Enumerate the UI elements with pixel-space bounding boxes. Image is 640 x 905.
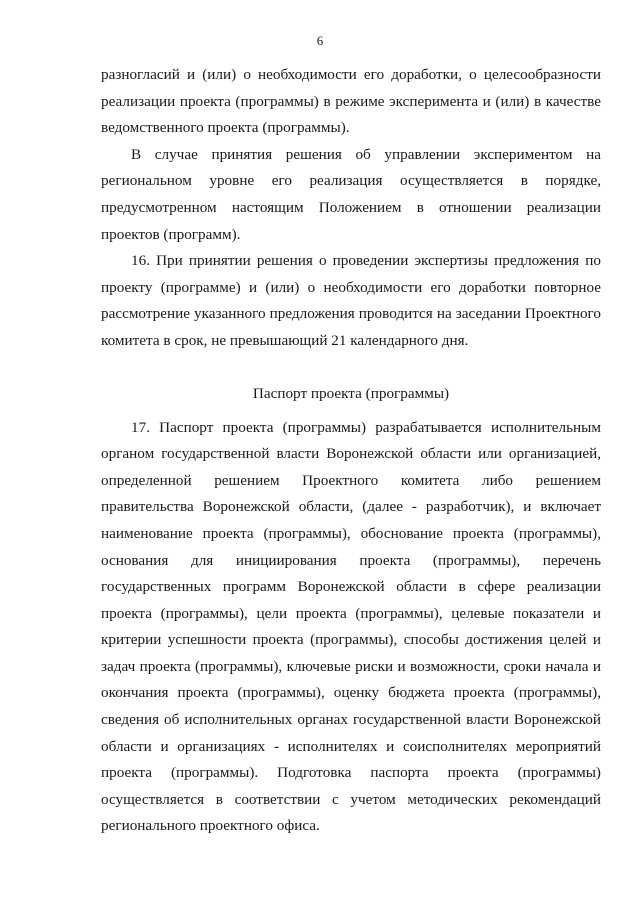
text-line: критерии успешности проекта (программы), способы достижения целей и — [101, 631, 601, 649]
text-line: правительства Воронежской области, (далее - разработчик), и включает — [101, 498, 601, 516]
document-body — [101, 62, 601, 840]
page-number: 6 — [316, 33, 324, 48]
text-line: проекту (программе) и (или) о необходимости его доработки повторное — [101, 278, 601, 296]
text-line: регионального проектного офиса. — [101, 817, 320, 835]
text-line: задач проекта (программы), ключевые риски и возможности, сроки начала и — [101, 657, 601, 675]
text-line: осуществляется в соответствии с учетом методических рекомендаций — [101, 790, 601, 808]
text-line: региональном уровне его реализация осуществляется в порядке, — [101, 172, 601, 190]
text-line: 16. При принятии решения о проведении экспертизы предложения по — [131, 252, 601, 270]
paragraph-17 — [101, 415, 601, 841]
text-line: области и организациях - исполнителях и соисполнителях мероприятий — [101, 737, 601, 755]
text-line: государственных программ Воронежской области в сфере реализации — [101, 578, 601, 596]
text-line: разногласий и (или) о необходимости его доработки, о целесообразности — [101, 66, 601, 83]
section-heading: Паспорт проекта (программы) — [252, 384, 450, 402]
text-line: окончания проекта (программы), оценку бюджета проекта (программы), — [101, 684, 601, 702]
text-line: наименование проекта (программы), обоснование проекта (программы), — [101, 524, 601, 542]
text-line: рассмотрение указанного предложения проводится на заседании Проектного — [101, 305, 601, 323]
text-line: сведения об исполнительных органах государственной власти Воронежской — [101, 711, 601, 729]
text-line: проекта (программы), цели проекта (программы), целевые показатели и — [101, 604, 601, 622]
text-line: основания для инициирования проекта (программы), перечень — [101, 551, 601, 569]
text-line: В случае принятия решения об управлении экспериментом на — [131, 145, 601, 163]
text-line: проектов (программ). — [101, 225, 241, 243]
paragraph-continuation — [101, 62, 601, 142]
paragraph-16 — [101, 248, 601, 354]
text-line: ведомственного проекта (программы). — [101, 119, 350, 137]
text-line: проекта (программы). Подготовка паспорта проекта (программы) — [101, 764, 601, 782]
text-line: реализации проекта (программы) в режиме эксперимента и (или) в качестве — [101, 92, 601, 110]
paragraph-experiment — [101, 142, 601, 248]
text-line: органом государственной власти Воронежской области или организацией, — [101, 445, 601, 463]
text-line: комитета в срок, не превышающий 21 календарного дня. — [101, 331, 469, 349]
text-line: предусмотренном настоящим Положением в отношении реализации — [101, 198, 601, 216]
text-line: 17. Паспорт проекта (программы) разрабатывается исполнительным — [131, 418, 601, 436]
text-line: определенной решением Проектного комитета либо решением — [101, 471, 601, 489]
